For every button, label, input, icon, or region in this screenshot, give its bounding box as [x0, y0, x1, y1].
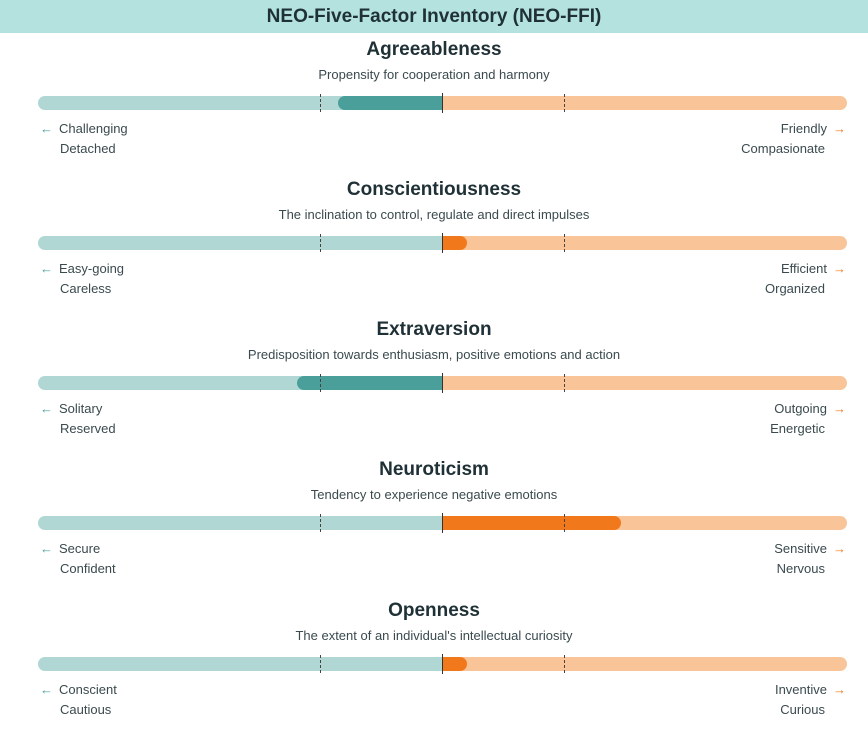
- right-pole-sub: Compasionate: [741, 141, 825, 156]
- bar-right-track: [442, 657, 847, 671]
- bar-right-track: [442, 96, 847, 110]
- trait-title: Neuroticism: [379, 459, 489, 480]
- left-pole-sub: Careless: [60, 281, 112, 296]
- arrow-left-icon: ←: [40, 682, 53, 697]
- center-line: [442, 373, 443, 393]
- center-line: [442, 93, 443, 113]
- trait-neuroticism: [0, 455, 868, 590]
- left-pole: [40, 680, 117, 720]
- tick-right: [564, 655, 565, 673]
- arrow-right-icon: →: [833, 401, 846, 416]
- trait-conscientiousness: [0, 175, 868, 310]
- tick-left: [320, 514, 321, 532]
- trait-extraversion: [0, 315, 868, 450]
- arrow-left-icon: ←: [40, 401, 53, 416]
- left-pole: [40, 399, 116, 439]
- arrow-right-icon: →: [833, 261, 846, 276]
- left-pole-label: Challenging: [59, 121, 128, 136]
- trait-description: Predisposition towards enthusiasm, positive emotions and action: [247, 347, 621, 362]
- tick-right: [564, 374, 565, 392]
- trait-title: Openness: [388, 600, 480, 621]
- tick-right: [564, 514, 565, 532]
- center-line: [442, 654, 443, 674]
- header-title: NEO-Five-Factor Inventory (NEO-FFI): [266, 5, 602, 27]
- left-pole-sub: Confident: [60, 561, 116, 576]
- app-header: [0, 0, 868, 33]
- trait-title: Conscientiousness: [346, 179, 522, 200]
- right-pole-sub: Organized: [765, 281, 825, 296]
- right-pole-label: Inventive: [774, 682, 827, 697]
- trait-openness: [0, 596, 868, 731]
- score-fill: [297, 376, 443, 390]
- score-fill: [443, 236, 467, 250]
- trait-description: The inclination to control, regulate and direct impulses: [278, 207, 590, 222]
- trait-agreeableness: [0, 35, 868, 170]
- right-pole-label: Efficient: [780, 261, 827, 276]
- arrow-left-icon: ←: [40, 541, 53, 556]
- arrow-left-icon: ←: [40, 121, 53, 136]
- right-pole-label: Sensitive: [774, 541, 827, 556]
- left-pole-sub: Detached: [60, 141, 116, 156]
- score-bar: [38, 516, 847, 530]
- tick-left: [320, 374, 321, 392]
- bar-right-track: [442, 376, 847, 390]
- right-pole-sub: Energetic: [770, 421, 825, 436]
- left-pole-label: Easy-going: [59, 261, 125, 276]
- score-bar: [38, 376, 847, 390]
- right-pole: [775, 680, 846, 720]
- right-pole-label: Outgoing: [774, 401, 827, 416]
- left-pole: [40, 539, 116, 579]
- tick-left: [320, 655, 321, 673]
- left-pole: [40, 119, 128, 159]
- trait-description: The extent of an individual's intellectual curiosity: [295, 628, 573, 643]
- center-line: [442, 233, 443, 253]
- left-pole-label: Conscient: [59, 682, 117, 697]
- right-pole-sub: Nervous: [776, 561, 825, 576]
- score-bar: [38, 96, 847, 110]
- tick-left: [320, 94, 321, 112]
- arrow-right-icon: →: [833, 541, 846, 556]
- tick-left: [320, 234, 321, 252]
- center-line: [442, 513, 443, 533]
- score-bar: [38, 657, 847, 671]
- right-pole: [770, 399, 846, 439]
- bar-right-track: [442, 236, 847, 250]
- left-pole-sub: Reserved: [60, 421, 116, 436]
- left-pole-label: Solitary: [59, 401, 103, 416]
- tick-right: [564, 94, 565, 112]
- bar-left-track: [38, 657, 442, 671]
- arrow-left-icon: ←: [40, 261, 53, 276]
- score-fill: [443, 516, 621, 530]
- right-pole-sub: Curious: [780, 702, 825, 717]
- bar-left-track: [38, 236, 442, 250]
- right-pole: [774, 539, 846, 579]
- trait-description: Tendency to experience negative emotions: [310, 487, 558, 502]
- score-fill: [443, 657, 467, 671]
- bar-left-track: [38, 516, 442, 530]
- right-pole-label: Friendly: [780, 121, 827, 136]
- score-fill: [338, 96, 443, 110]
- trait-title: Agreeableness: [366, 39, 502, 60]
- tick-right: [564, 234, 565, 252]
- left-pole-sub: Cautious: [60, 702, 112, 717]
- left-pole: [40, 259, 124, 299]
- right-pole: [765, 259, 846, 299]
- score-bar: [38, 236, 847, 250]
- trait-description: Propensity for cooperation and harmony: [318, 67, 550, 82]
- right-pole: [741, 119, 846, 159]
- trait-title: Extraversion: [376, 319, 492, 340]
- arrow-right-icon: →: [833, 682, 846, 697]
- arrow-right-icon: →: [833, 121, 846, 136]
- left-pole-label: Secure: [59, 541, 101, 556]
